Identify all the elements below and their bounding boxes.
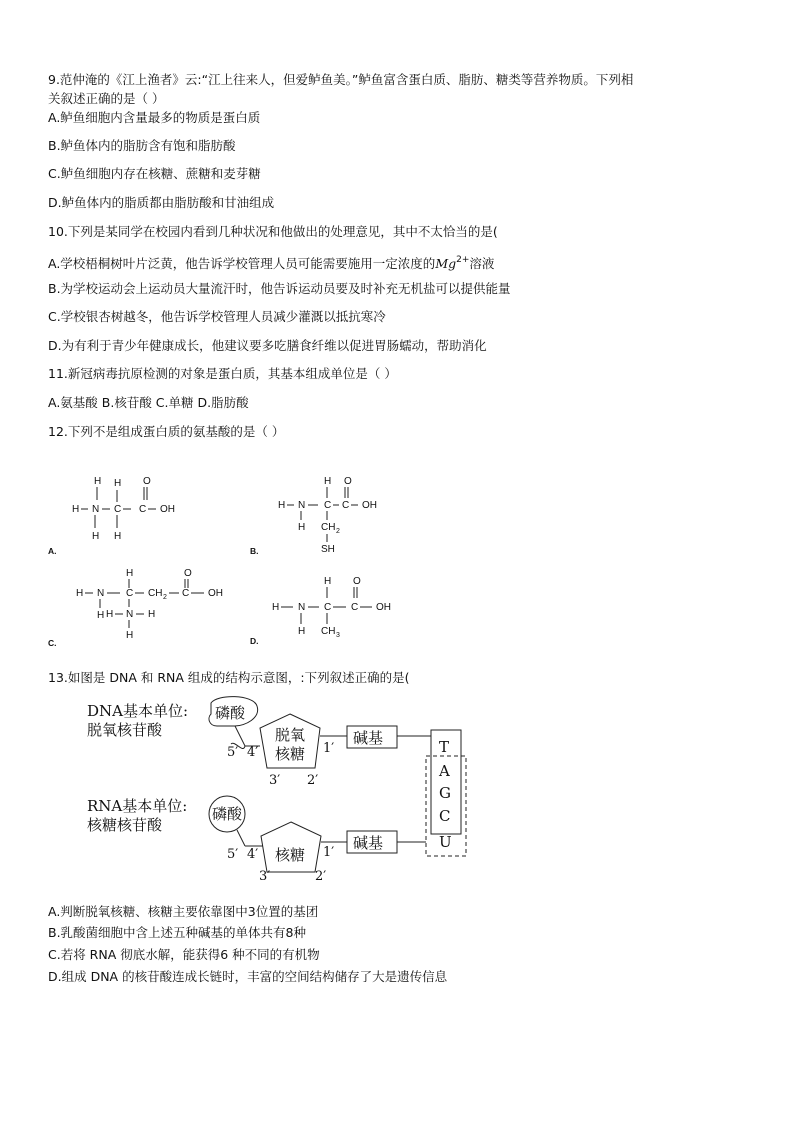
atom: O [353, 576, 361, 587]
choice-label: C. [48, 638, 57, 648]
dna-phosphate-label: 磷酸 [215, 704, 246, 722]
atom: N [126, 609, 134, 620]
rna-title-1: RNA基本单位: [87, 797, 188, 815]
rna-title-2: 核糖核苷酸 [87, 816, 163, 834]
atom: O [344, 476, 352, 487]
q10-option-c: C.学校银杏树越冬，他告诉学校管理人员减少灌溉以抵抗寒冷 [48, 309, 386, 324]
atom: H [324, 476, 332, 487]
rna-pos4: 4′ [247, 847, 259, 862]
atom: SH [321, 544, 335, 555]
dna-pos3: 3′ [269, 773, 281, 788]
atom: 2 [163, 594, 167, 601]
atom: O [184, 568, 192, 579]
atom: H [92, 531, 100, 542]
dna-pos5: 5′ [227, 745, 239, 760]
atom: H [298, 522, 306, 533]
atom: H [94, 476, 102, 487]
base-t: T [439, 738, 450, 756]
amino-acid-b [250, 474, 410, 560]
base-g: G [439, 784, 451, 802]
q13-option-a: A.判断脱氧核糖、核糖主要依靠图中3位置的基团 [48, 904, 319, 919]
atom: C [342, 500, 350, 511]
atom: C [324, 500, 332, 511]
atom: H [72, 504, 80, 515]
atom: 3 [336, 632, 340, 639]
atom: H [76, 588, 84, 599]
amino-acid-d [250, 572, 410, 650]
dna-rna-structure-diagram [85, 696, 485, 888]
atom: H [324, 576, 332, 587]
deoxyribose-label-2: 核糖 [275, 745, 306, 763]
dna-title-2: 脱氧核苷酸 [87, 721, 163, 739]
atom: H [97, 610, 105, 621]
amino-acid-a [48, 474, 208, 560]
atom: C [114, 504, 122, 515]
atom: CH [148, 588, 163, 599]
q13-option-c: C.若将 RNA 彻底水解，能获得6 种不同的有机物 [48, 947, 320, 962]
atom: C [126, 588, 134, 599]
q10-option-b: B.为学校运动会上运动员大量流汗时，他告诉运动员要及时补充无机盐可以提供能量 [48, 281, 511, 296]
atom: N [97, 588, 105, 599]
choice-label: B. [250, 546, 259, 556]
atom: OH [160, 504, 175, 515]
q13-option-b: B.乳酸菌细胞中含上述五种碱基的单体共有8种 [48, 925, 307, 940]
base-c: C [439, 807, 451, 825]
rna-pos1: 1′ [323, 845, 335, 860]
dna-base-label: 碱基 [353, 729, 384, 747]
atom: H [298, 626, 306, 637]
q12-stem: 12.下列不是组成蛋白质的氨基酸的是（ ） [48, 424, 285, 439]
mg-ion: Mg [435, 256, 457, 271]
rna-phosphate-label: 磷酸 [212, 805, 243, 823]
atom: H [114, 478, 122, 489]
q9-stem-line2: 关叙述正确的是（ ） [48, 91, 165, 106]
dna-pos1: 1′ [323, 741, 335, 756]
atom: H [278, 500, 286, 511]
atom: O [143, 476, 151, 487]
atom: N [92, 504, 100, 515]
base-a: A [439, 762, 450, 780]
q13-stem: 13.如图是 DNA 和 RNA 组成的结构示意图，:下列叙述正确的是( [48, 670, 410, 685]
atom: CH [321, 626, 336, 637]
atom: C [182, 588, 190, 599]
atom: H [106, 609, 114, 620]
atom: C [139, 504, 147, 515]
q10-option-d: D.为有利于青少年健康成长，他建议要多吃膳食纤维以促进胃肠蠕动，帮助消化 [48, 338, 487, 353]
q9-option-a: A.鲈鱼细胞内含量最多的物质是蛋白质 [48, 110, 261, 125]
q9-option-b: B.鲈鱼体内的脂肪含有饱和脂肪酸 [48, 138, 236, 153]
dna-pos2: 2′ [307, 773, 319, 788]
base-u: U [439, 833, 452, 851]
dna-pos4: 4′ [247, 745, 259, 760]
mg-charge: 2+ [456, 255, 470, 265]
q10-option-a-suffix: 溶液 [469, 256, 495, 271]
atom: C [351, 602, 359, 613]
atom: CH [321, 522, 336, 533]
deoxyribose-label-1: 脱氧 [275, 726, 306, 744]
choice-label: D. [250, 636, 259, 646]
q9-option-c: C.鲈鱼细胞内存在核糖、蔗糖和麦芽糖 [48, 166, 261, 181]
q13-option-d: D.组成 DNA 的核苷酸连成长链时，丰富的空间结构储存了大是遗传信息 [48, 969, 448, 984]
amino-acid-c [48, 566, 248, 650]
choice-label: A. [48, 546, 57, 556]
atom: OH [362, 500, 377, 511]
atom: OH [376, 602, 391, 613]
atom: OH [208, 588, 223, 599]
atom: H [114, 531, 122, 542]
q11-stem: 11.新冠病毒抗原检测的对象是蛋白质，其基本组成单位是（ ） [48, 366, 397, 381]
q9-option-d: D.鲈鱼体内的脂质都由脂肪酸和甘油组成 [48, 195, 275, 210]
rna-pos5: 5′ [227, 847, 239, 862]
q10-option-a [48, 252, 494, 272]
q10-stem: 10.下列是某同学在校园内看到几种状况和他做出的处理意见，其中不太恰当的是( [48, 224, 498, 239]
ribose-label: 核糖 [275, 846, 306, 864]
q9-stem-line1: 9.范仲淹的《江上渔者》云:“江上往来人，但爱鲈鱼美。”鲈鱼富含蛋白质、脂肪、糖类等营养物质。下列相 [48, 72, 634, 87]
atom: H [148, 609, 156, 620]
atom: N [298, 500, 306, 511]
rna-base-label: 碱基 [353, 834, 384, 852]
atom: H [126, 568, 134, 579]
q11-options: A.氨基酸 B.核苷酸 C.单糖 D.脂肪酸 [48, 395, 249, 410]
atom: C [324, 602, 332, 613]
atom: 2 [336, 528, 340, 535]
atom: N [298, 602, 306, 613]
rna-pos2: 2′ [315, 869, 327, 884]
rna-pos3: 3′ [259, 869, 271, 884]
atom: H [272, 602, 280, 613]
dna-title-1: DNA基本单位: [87, 702, 189, 720]
q10-option-a-text: A.学校梧桐树叶片泛黄，他告诉学校管理人员可能需要施用一定浓度的 [48, 256, 436, 271]
atom: H [126, 630, 134, 641]
